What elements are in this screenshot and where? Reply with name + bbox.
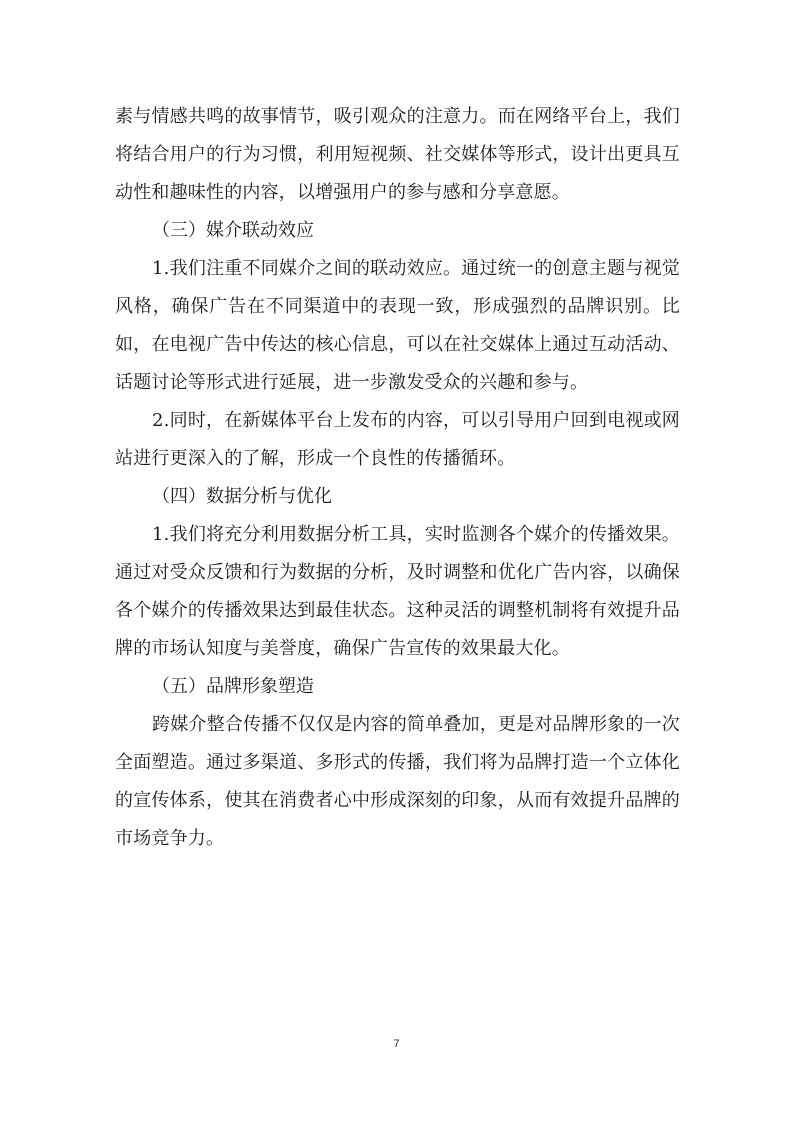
paragraph-data-analysis-1: 1.我们将充分利用数据分析工具，实时监测各个媒介的传播效果。通过对受众反馈和行为数据的分析，及时调整和优化广告内容，以确保各个媒介的传播效果达到最佳状态。这种灵活的调整机制将有效提升品牌的市场认知度与美誉度，确保广告宣传的效果最大化。: [115, 524, 680, 659]
section-heading-media-linkage: （三）媒介联动效应: [152, 220, 314, 241]
document-body: [115, 98, 680, 858]
page-number: 7: [393, 1038, 400, 1050]
section-heading-brand-image: （五）品牌形象塑造: [152, 676, 314, 697]
paragraph-continuation: 素与情感共鸣的故事情节，吸引观众的注意力。而在网络平台上，我们将结合用户的行为习惯，利用短视频、社交媒体等形式，设计出更具互动性和趣味性的内容，以增强用户的参与感和分享意愿。: [115, 106, 680, 203]
paragraph-brand-image: 跨媒介整合传播不仅仅是内容的简单叠加，更是对品牌形象的一次全面塑造。通过多渠道、多形式的传播，我们将为品牌打造一个立体化的宣传体系，使其在消费者心中形成深刻的印象，从而有效提升品牌的市场竞争力。: [115, 714, 680, 849]
paragraph-media-linkage-2: 2.同时，在新媒体平台上发布的内容，可以引导用户回到电视或网站进行更深入的了解，形成一个良性的传播循环。: [115, 410, 680, 469]
paragraph-media-linkage-1: 1.我们注重不同媒介之间的联动效应。通过统一的创意主题与视觉风格，确保广告在不同渠道中的表现一致，形成强烈的品牌识别。比如，在电视广告中传达的核心信息，可以在社交媒体上通过互动活动、话题讨论等形式进行延展，进一步激发受众的兴趣和参与。: [115, 258, 680, 393]
section-heading-data-analysis: （四）数据分析与优化: [152, 486, 332, 507]
